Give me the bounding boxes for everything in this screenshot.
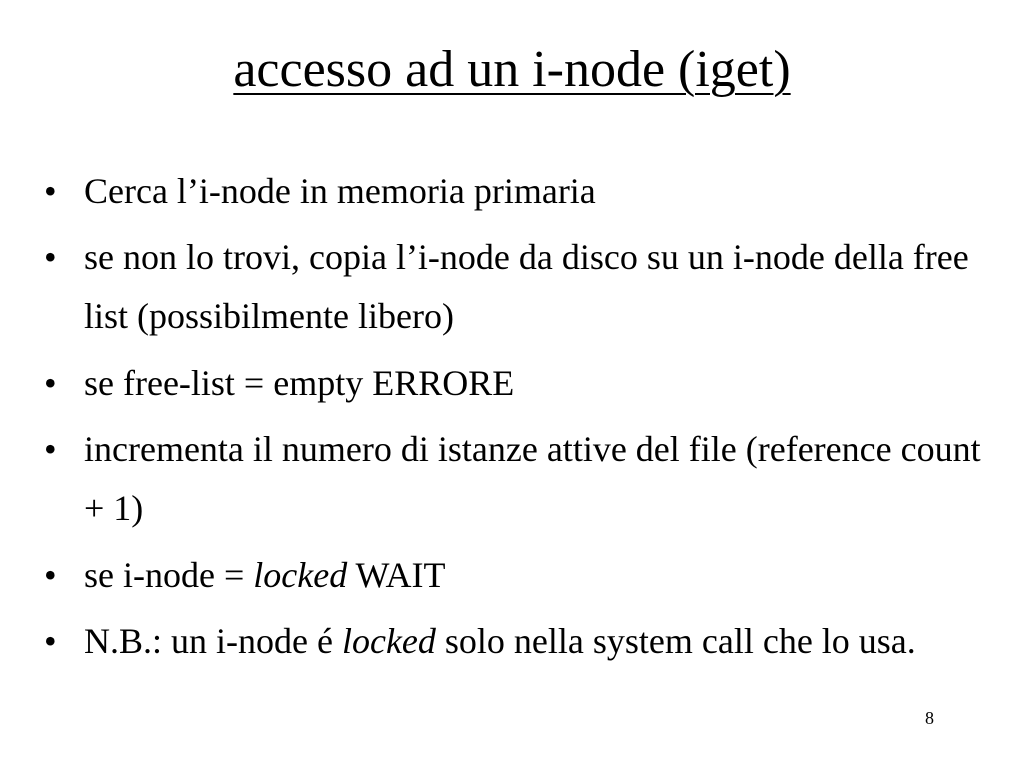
bullet-icon: • xyxy=(44,363,57,403)
bullet-text-post: WAIT xyxy=(347,555,446,595)
bullet-text-italic: locked xyxy=(253,555,348,595)
bullet-text xyxy=(84,612,984,671)
bullet-icon: • xyxy=(44,171,57,211)
bullet-item-5 xyxy=(44,546,984,604)
bullet-text: incrementa il numero di istanze attive del file (reference count + 1) xyxy=(84,429,981,528)
bullet-icon: • xyxy=(44,555,57,595)
bullet-text-italic: locked xyxy=(341,621,436,661)
bullet-text: Cerca l’i-node in memoria primaria xyxy=(84,171,596,211)
bullet-list xyxy=(44,162,984,671)
bullet-text: se non lo trovi, copia l’i-node da disco su un i-node della free list (possibilmente libero) xyxy=(84,237,969,336)
bullet-icon: • xyxy=(44,237,57,277)
bullet-text xyxy=(84,546,984,604)
bullet-item-1 xyxy=(44,162,984,220)
bullet-icon: • xyxy=(44,621,57,661)
bullet-icon: • xyxy=(44,429,57,469)
bullet-text-post: solo nella system call che lo usa. xyxy=(435,621,916,661)
bullet-item-3 xyxy=(44,354,984,412)
slide-title-text: accesso ad un i-node (iget) xyxy=(233,41,791,98)
bullet-item-4 xyxy=(44,420,984,538)
slide-title xyxy=(0,38,1024,102)
bullet-text-pre: se i-node = xyxy=(84,555,254,595)
page-number: 8 xyxy=(925,708,934,728)
bullet-item-6 xyxy=(44,612,984,671)
bullet-item-2 xyxy=(44,228,984,346)
bullet-text: se free-list = empty ERRORE xyxy=(84,363,515,403)
bullet-text-pre: N.B.: un i-node é xyxy=(84,621,342,661)
